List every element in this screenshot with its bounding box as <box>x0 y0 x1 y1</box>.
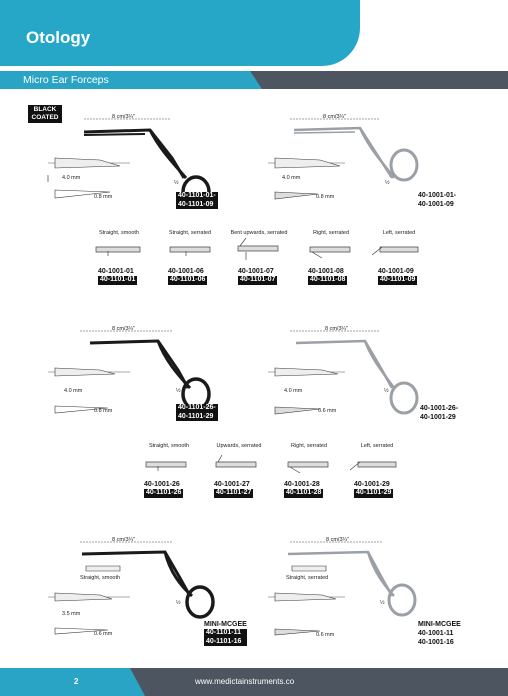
code-black-1a: 40-1101-01- <box>178 192 216 199</box>
length-label-2b: 8 cm/3¼" <box>325 326 349 332</box>
tip2-code-4b: 40-1101-29 <box>356 489 392 496</box>
badge-line2: COATED <box>31 114 59 121</box>
tip2-label-straight-smooth: Straight, smooth <box>148 443 190 449</box>
scale-label-2a: ½ <box>176 388 181 394</box>
tip-label-1b: 0.8 mm <box>316 194 335 200</box>
codes-black-1 <box>176 192 218 209</box>
length-label-2a: 8 cm/3¼" <box>112 326 136 332</box>
tip-code-5 <box>378 267 417 285</box>
tip-label-3a: 0.6 mm <box>94 631 113 637</box>
name-black-3: MINI-MCGEE <box>204 621 247 628</box>
codes-silver-1 <box>418 191 456 209</box>
tip2-code-4 <box>354 480 393 498</box>
footer-url[interactable]: www.medictainstruments.co <box>195 677 295 686</box>
length-label-1a: 8 cm/3¼" <box>112 114 136 120</box>
forceps-silver-3 <box>268 542 415 635</box>
forceps-black-2 <box>48 331 209 413</box>
code-silver-2b: 40-1001-29 <box>420 414 456 421</box>
codes-black-2 <box>176 404 218 421</box>
tip-label-straight-smooth: Straight, smooth <box>98 230 140 236</box>
codes-black-3 <box>204 620 247 646</box>
tip2-label-upwards: Upwards, serrated <box>216 443 262 449</box>
codes-silver-2 <box>420 404 458 422</box>
tip-type-3b: Straight, serrated <box>286 575 329 581</box>
tip-code-2 <box>168 267 207 285</box>
code-black-2b: 40-1101-29 <box>176 413 218 422</box>
section-title: Micro Ear Forceps <box>23 74 109 86</box>
tip-code-4b: 40-1101-08 <box>310 276 346 283</box>
footer-tab <box>0 668 145 696</box>
tip2-code-3b: 40-1101-28 <box>286 489 322 496</box>
tip-label-left: Left, serrated <box>382 230 416 236</box>
code-black-2a: 40-1101-26- <box>178 404 216 411</box>
scale-label-1a: ½ <box>174 180 179 186</box>
scale-label-2b: ½ <box>384 388 389 394</box>
name-silver-3: MINI-MCGEE <box>418 621 461 628</box>
tip2-code-3a: 40-1001-28 <box>284 481 320 488</box>
tip2-code-1a: 40-1001-26 <box>144 481 180 488</box>
jaw-label-2a: 4.0 mm <box>64 388 83 394</box>
tip-code-3a: 40-1001-07 <box>238 268 274 275</box>
badge-line1: BLACK <box>33 106 57 113</box>
tip-code-4 <box>308 267 347 285</box>
scale-label-1b: ½ <box>385 180 390 186</box>
length-label-1b: 8 cm/3¼" <box>323 114 347 120</box>
tip-code-4a: 40-1001-08 <box>308 268 344 275</box>
tip-label-3b: 0.6 mm <box>316 632 335 638</box>
code-silver-3a: 40-1001-11 <box>418 630 454 637</box>
tip-label-straight-serrated: Straight, serrated <box>168 230 212 236</box>
forceps-silver-2 <box>268 331 417 414</box>
code-black-3a: 40-1101-11 <box>204 629 247 638</box>
tip2-code-2b: 40-1101-27 <box>216 489 252 496</box>
scale-label-3a: ½ <box>176 600 181 606</box>
code-silver-1a: 40-1001-01- <box>418 192 457 199</box>
length-label-3b: 8 cm/3¼" <box>326 537 350 543</box>
jaw-label-3a: 3.5 mm <box>62 611 81 617</box>
tip-label-2a: 0.8 mm <box>94 408 113 414</box>
tip-code-1a: 40-1001-01 <box>98 268 134 275</box>
page-title: Otology <box>26 28 91 47</box>
codes-silver-3 <box>418 620 461 647</box>
tip-label-right: Right, serrated <box>312 230 350 236</box>
scale-label-3b: ½ <box>380 600 385 606</box>
tip2-code-1b: 40-1101-26 <box>146 489 182 496</box>
forceps-black-3 <box>48 542 213 634</box>
tip-label-1a: 0.8 mm <box>94 194 113 200</box>
tip-type-3a: Straight, smooth <box>80 575 121 581</box>
code-silver-1b: 40-1001-09 <box>418 201 454 208</box>
tip-code-5a: 40-1001-09 <box>378 268 414 275</box>
tip2-label-left: Left, serrated <box>360 443 394 449</box>
tip-code-1 <box>98 267 137 285</box>
tip-code-2a: 40-1001-06 <box>168 268 204 275</box>
tip2-code-4a: 40-1001-29 <box>354 481 390 488</box>
tip-code-2b: 40-1101-06 <box>170 276 206 283</box>
tip-code-5b: 40-1101-09 <box>380 276 416 283</box>
tip2-label-right: Right, serrated <box>290 443 328 449</box>
jaw-label-1a: 4.0 mm <box>62 175 81 181</box>
code-black-3b: 40-1101-16 <box>204 638 247 647</box>
code-black-1b: 40-1101-09 <box>176 201 218 210</box>
length-label-3a: 8 cm/3¼" <box>112 537 136 543</box>
tip-code-3 <box>238 267 277 285</box>
code-silver-2a: 40-1001-26- <box>420 405 459 412</box>
tip2-code-2 <box>214 480 253 498</box>
tip2-code-3 <box>284 480 323 498</box>
jaw-label-1b: 4.0 mm <box>282 175 301 181</box>
tip-drawings-row2 <box>146 455 396 473</box>
tip-label-2b: 0.6 mm <box>318 408 337 414</box>
tip-code-1b: 40-1101-01 <box>100 276 136 283</box>
tip-drawings-row1 <box>96 238 418 260</box>
tip2-code-2a: 40-1001-27 <box>214 481 250 488</box>
tip2-code-1 <box>144 480 183 498</box>
code-silver-3b: 40-1001-16 <box>418 639 454 646</box>
page-number: 2 <box>74 677 79 686</box>
forceps-silver-1 <box>268 119 417 199</box>
tip-label-bent-upwards: Bent upwards, serrated <box>230 230 288 236</box>
jaw-label-2b: 4.0 mm <box>284 388 303 394</box>
tip-code-3b: 40-1101-07 <box>240 276 276 283</box>
